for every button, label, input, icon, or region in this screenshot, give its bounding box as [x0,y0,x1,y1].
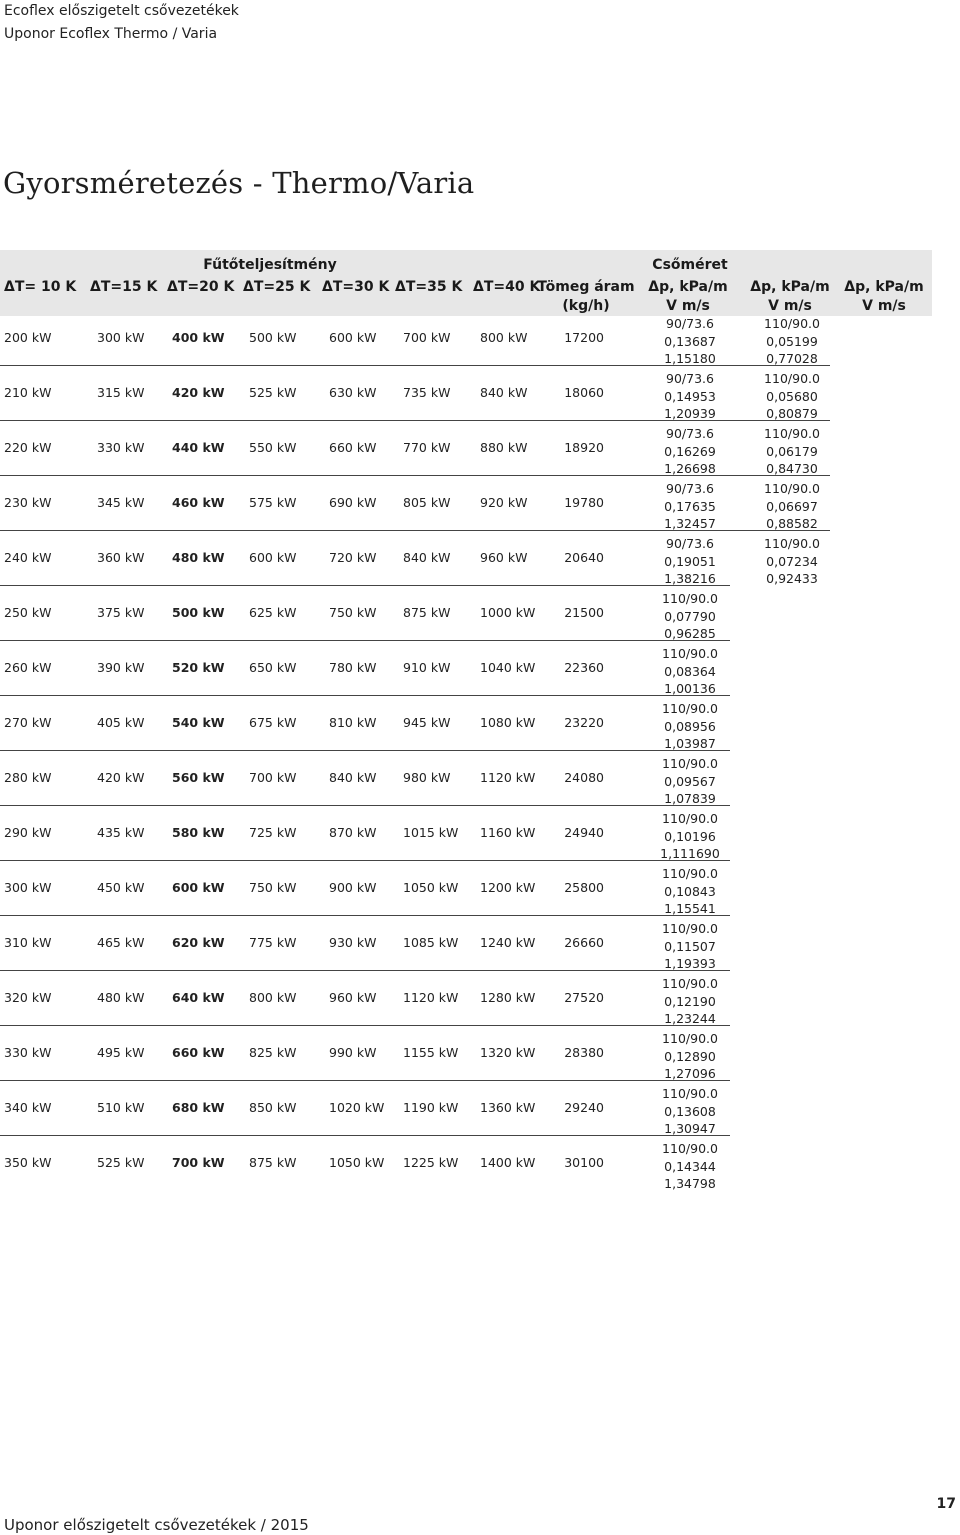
velocity-value: 1,03987 [664,736,716,751]
pipe-size-cell-1 [635,975,745,1028]
power-cell: 495 kW [97,1045,145,1060]
power-cell: 875 kW [249,1155,297,1170]
flow-cell: 24080 [564,770,604,785]
power-cell: 910 kW [403,660,451,675]
pipe-header-3 [834,278,934,316]
power-cell: 330 kW [97,440,145,455]
power-cell: 945 kW [403,715,451,730]
power-cell: 405 kW [97,715,145,730]
pressure-drop-value: 0,08364 [664,663,716,679]
pipe-header-2 [740,278,840,316]
power-cell: 1050 kW [329,1155,385,1170]
velocity-value: 1,32457 [664,516,716,531]
power-cell: 630 kW [329,385,377,400]
pipe-size-cell-2 [737,315,847,368]
power-cell: 1155 kW [403,1045,459,1060]
velocity-value: 1,38216 [664,571,716,586]
power-cell: 980 kW [403,770,451,785]
velocity-value: 0,84730 [766,461,818,476]
power-cell: 1000 kW [480,605,536,620]
delta-header-4: ΔT=25 K [243,279,311,295]
row-divider-pipe2 [730,475,830,476]
pressure-drop-value: 0,06697 [766,498,818,514]
power-cell: 440 kW [172,440,225,455]
power-cell: 920 kW [480,495,528,510]
pipe-header-3-v: V m/s [862,298,906,314]
power-cell: 735 kW [403,385,451,400]
power-cell: 1400 kW [480,1155,536,1170]
power-cell: 780 kW [329,660,377,675]
power-cell: 990 kW [329,1045,377,1060]
pressure-drop-value: 0,07790 [664,608,716,624]
row-divider [0,530,730,531]
power-cell: 525 kW [97,1155,145,1170]
flow-cell: 23220 [564,715,604,730]
power-cell: 480 kW [97,990,145,1005]
group-header-pipe: Csőméret [652,257,728,273]
power-cell: 465 kW [97,935,145,950]
table-row [0,917,960,972]
pressure-drop-value: 0,11507 [664,938,716,954]
pipe-header-2-v: V m/s [768,298,812,314]
power-cell: 1020 kW [329,1100,385,1115]
power-cell: 200 kW [4,330,52,345]
velocity-value: 0,77028 [766,351,818,366]
row-divider [0,365,730,366]
velocity-value: 1,07839 [664,791,716,806]
power-cell: 725 kW [249,825,297,840]
velocity-value: 1,00136 [664,681,716,696]
pipe-size-cell-1 [635,425,745,478]
power-cell: 680 kW [172,1100,225,1115]
power-cell: 560 kW [172,770,225,785]
pipe-dimension: 110/90.0 [662,976,718,991]
flow-cell: 25800 [564,880,604,895]
velocity-value: 1,15180 [664,351,716,366]
page-number: 17 [936,1496,956,1512]
power-cell: 840 kW [480,385,528,400]
pipe-size-cell-1 [635,1140,745,1193]
pressure-drop-value: 0,14953 [664,388,716,404]
power-cell: 270 kW [4,715,52,730]
flow-cell: 27520 [564,990,604,1005]
row-divider-pipe2 [730,530,830,531]
pipe-dimension: 110/90.0 [662,1086,718,1101]
row-divider [0,805,730,806]
pressure-drop-value: 0,08956 [664,718,716,734]
table-row [0,1137,960,1192]
row-divider [0,695,730,696]
pipe-size-cell-2 [737,425,847,478]
power-cell: 805 kW [403,495,451,510]
table-row [0,587,960,642]
power-cell: 900 kW [329,880,377,895]
power-cell: 1240 kW [480,935,536,950]
table-row [0,367,960,422]
velocity-value: 0,92433 [766,571,818,586]
pressure-drop-value: 0,05680 [766,388,818,404]
pipe-size-cell-1 [635,645,745,698]
pipe-size-cell-1 [635,480,745,533]
table-row [0,642,960,697]
row-divider [0,970,730,971]
power-cell: 290 kW [4,825,52,840]
flow-cell: 18060 [564,385,604,400]
pipe-size-cell-1 [635,920,745,973]
power-cell: 800 kW [480,330,528,345]
flow-cell: 21500 [564,605,604,620]
power-cell: 450 kW [97,880,145,895]
table-row [0,972,960,1027]
power-cell: 620 kW [172,935,225,950]
pipe-dimension: 110/90.0 [662,921,718,936]
power-cell: 650 kW [249,660,297,675]
power-cell: 460 kW [172,495,225,510]
power-cell: 930 kW [329,935,377,950]
pipe-header-1-v: V m/s [666,298,710,314]
header-line-2: Uponor Ecoflex Thermo / Varia [4,26,218,42]
flow-cell: 26660 [564,935,604,950]
power-cell: 1040 kW [480,660,536,675]
power-cell: 625 kW [249,605,297,620]
document-header [4,0,239,46]
velocity-value: 1,19393 [664,956,716,971]
flow-cell: 24940 [564,825,604,840]
table-row [0,312,960,367]
pipe-size-cell-2 [737,480,847,533]
pressure-drop-value: 0,12190 [664,993,716,1009]
velocity-value: 1,34798 [664,1176,716,1191]
power-cell: 500 kW [172,605,225,620]
pipe-size-cell-1 [635,1030,745,1083]
velocity-value: 1,111690 [660,846,720,861]
pressure-drop-value: 0,14344 [664,1158,716,1174]
delta-header-5: ΔT=30 K [322,279,390,295]
pipe-dimension: 110/90.0 [764,481,820,496]
flow-header [536,278,636,316]
row-divider [0,585,730,586]
pipe-dimension: 110/90.0 [662,866,718,881]
power-cell: 1080 kW [480,715,536,730]
velocity-value: 1,30947 [664,1121,716,1136]
pressure-drop-value: 0,06179 [766,443,818,459]
power-cell: 520 kW [172,660,225,675]
table-row [0,752,960,807]
power-cell: 840 kW [403,550,451,565]
group-header-heat: Fűtőteljesítmény [203,257,337,273]
pipe-dimension: 110/90.0 [662,1031,718,1046]
pressure-drop-value: 0,17635 [664,498,716,514]
pipe-dimension: 110/90.0 [662,701,718,716]
power-cell: 375 kW [97,605,145,620]
velocity-value: 0,96285 [664,626,716,641]
delta-header-1: ΔT= 10 K [4,279,77,295]
power-cell: 310 kW [4,935,52,950]
pressure-drop-value: 0,10196 [664,828,716,844]
power-cell: 220 kW [4,440,52,455]
velocity-value: 1,15541 [664,901,716,916]
power-cell: 960 kW [329,990,377,1005]
velocity-value: 0,80879 [766,406,818,421]
power-cell: 390 kW [97,660,145,675]
power-cell: 875 kW [403,605,451,620]
power-cell: 840 kW [329,770,377,785]
power-cell: 315 kW [97,385,145,400]
pipe-size-cell-2 [737,535,847,588]
pipe-dimension: 90/73.6 [666,316,714,331]
pipe-header-3-dp: Δp, kPa/m [844,279,924,295]
power-cell: 340 kW [4,1100,52,1115]
pipe-dimension: 110/90.0 [764,316,820,331]
flow-cell: 22360 [564,660,604,675]
pressure-drop-value: 0,07234 [766,553,818,569]
pipe-dimension: 90/73.6 [666,426,714,441]
row-divider [0,750,730,751]
power-cell: 750 kW [329,605,377,620]
table-row [0,807,960,862]
power-cell: 660 kW [172,1045,225,1060]
power-cell: 1050 kW [403,880,459,895]
pressure-drop-value: 0,10843 [664,883,716,899]
power-cell: 700 kW [403,330,451,345]
pipe-size-cell-1 [635,865,745,918]
pressure-drop-value: 0,05199 [766,333,818,349]
power-cell: 260 kW [4,660,52,675]
flow-cell: 19780 [564,495,604,510]
table-row [0,862,960,917]
delta-header-7: ΔT=40 K [473,279,541,295]
flow-cell: 28380 [564,1045,604,1060]
power-cell: 1225 kW [403,1155,459,1170]
power-cell: 720 kW [329,550,377,565]
power-cell: 1120 kW [403,990,459,1005]
pipe-header-1-dp: Δp, kPa/m [648,279,728,295]
flow-header-label: Tömeg áram [537,279,635,295]
row-divider-pipe2 [730,420,830,421]
header-line-1: Ecoflex előszigetelt csővezetékek [4,3,239,19]
power-cell: 800 kW [249,990,297,1005]
power-cell: 420 kW [172,385,225,400]
flow-header-unit: (kg/h) [562,298,610,314]
power-cell: 300 kW [97,330,145,345]
power-cell: 880 kW [480,440,528,455]
pipe-header-2-dp: Δp, kPa/m [750,279,830,295]
velocity-value: 1,27096 [664,1066,716,1081]
power-cell: 1015 kW [403,825,459,840]
power-cell: 1280 kW [480,990,536,1005]
power-cell: 1160 kW [480,825,536,840]
pipe-dimension: 110/90.0 [764,371,820,386]
power-cell: 550 kW [249,440,297,455]
power-cell: 250 kW [4,605,52,620]
row-divider [0,640,730,641]
delta-header-6: ΔT=35 K [395,279,463,295]
pressure-drop-value: 0,12890 [664,1048,716,1064]
row-divider [0,475,730,476]
table-row [0,477,960,532]
pipe-size-cell-1 [635,1085,745,1138]
flow-cell: 30100 [564,1155,604,1170]
power-cell: 230 kW [4,495,52,510]
pipe-dimension: 110/90.0 [662,811,718,826]
velocity-value: 1,26698 [664,461,716,476]
power-cell: 510 kW [97,1100,145,1115]
velocity-value: 1,23244 [664,1011,716,1026]
pipe-size-cell-1 [635,755,745,808]
pipe-dimension: 110/90.0 [764,536,820,551]
row-divider [0,1025,730,1026]
power-cell: 825 kW [249,1045,297,1060]
power-cell: 435 kW [97,825,145,840]
pipe-dimension: 110/90.0 [662,646,718,661]
table-row [0,422,960,477]
power-cell: 210 kW [4,385,52,400]
pipe-size-cell-2 [737,370,847,423]
power-cell: 960 kW [480,550,528,565]
power-cell: 240 kW [4,550,52,565]
power-cell: 540 kW [172,715,225,730]
pressure-drop-value: 0,09567 [664,773,716,789]
flow-cell: 20640 [564,550,604,565]
power-cell: 345 kW [97,495,145,510]
power-cell: 690 kW [329,495,377,510]
power-cell: 575 kW [249,495,297,510]
velocity-value: 0,88582 [766,516,818,531]
power-cell: 1085 kW [403,935,459,950]
pipe-size-cell-1 [635,535,745,588]
pressure-drop-value: 0,13608 [664,1103,716,1119]
flow-cell: 29240 [564,1100,604,1115]
power-cell: 600 kW [172,880,225,895]
power-cell: 675 kW [249,715,297,730]
power-cell: 500 kW [249,330,297,345]
pipe-size-cell-1 [635,810,745,863]
row-divider-pipe2 [730,365,830,366]
pressure-drop-value: 0,19051 [664,553,716,569]
power-cell: 810 kW [329,715,377,730]
pipe-header-1 [638,278,738,316]
pipe-size-cell-1 [635,370,745,423]
pipe-dimension: 110/90.0 [662,1141,718,1156]
power-cell: 700 kW [249,770,297,785]
power-cell: 1320 kW [480,1045,536,1060]
pressure-drop-value: 0,13687 [664,333,716,349]
power-cell: 600 kW [329,330,377,345]
power-cell: 480 kW [172,550,225,565]
power-cell: 350 kW [4,1155,52,1170]
power-cell: 750 kW [249,880,297,895]
pipe-dimension: 90/73.6 [666,481,714,496]
power-cell: 330 kW [4,1045,52,1060]
power-cell: 775 kW [249,935,297,950]
row-divider [0,420,730,421]
delta-header-3: ΔT=20 K [167,279,235,295]
power-cell: 1200 kW [480,880,536,895]
power-cell: 400 kW [172,330,225,345]
row-divider [0,915,730,916]
power-cell: 1120 kW [480,770,536,785]
power-cell: 770 kW [403,440,451,455]
power-cell: 600 kW [249,550,297,565]
power-cell: 640 kW [172,990,225,1005]
page-title: Gyorsméretezés - Thermo/Varia [3,166,475,200]
table-row [0,1027,960,1082]
power-cell: 700 kW [172,1155,225,1170]
power-cell: 850 kW [249,1100,297,1115]
table-row [0,532,960,587]
power-cell: 580 kW [172,825,225,840]
power-cell: 525 kW [249,385,297,400]
table-row [0,1082,960,1137]
power-cell: 320 kW [4,990,52,1005]
pipe-dimension: 110/90.0 [662,756,718,771]
pipe-dimension: 110/90.0 [662,591,718,606]
power-cell: 1360 kW [480,1100,536,1115]
power-cell: 660 kW [329,440,377,455]
row-divider [0,1080,730,1081]
power-cell: 1190 kW [403,1100,459,1115]
flow-cell: 18920 [564,440,604,455]
table-row [0,697,960,752]
pipe-dimension: 90/73.6 [666,536,714,551]
power-cell: 420 kW [97,770,145,785]
velocity-value: 1,20939 [664,406,716,421]
delta-header-2: ΔT=15 K [90,279,158,295]
pipe-size-cell-1 [635,590,745,643]
row-divider [0,860,730,861]
pipe-dimension: 110/90.0 [764,426,820,441]
page-footer: Uponor előszigetelt csővezetékek / 2015 [4,1516,309,1534]
pipe-dimension: 90/73.6 [666,371,714,386]
power-cell: 280 kW [4,770,52,785]
power-cell: 360 kW [97,550,145,565]
flow-cell: 17200 [564,330,604,345]
row-divider [0,1135,730,1136]
power-cell: 300 kW [4,880,52,895]
pipe-size-cell-1 [635,700,745,753]
power-cell: 870 kW [329,825,377,840]
pressure-drop-value: 0,16269 [664,443,716,459]
pipe-size-cell-1 [635,315,745,368]
